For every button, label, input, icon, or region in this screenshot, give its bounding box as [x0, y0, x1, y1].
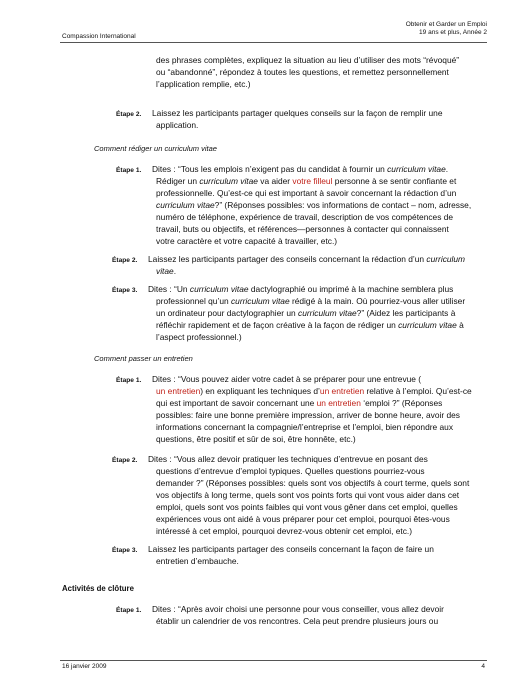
- step-label: [116, 375, 141, 387]
- text-italic: curriculum: [426, 254, 466, 264]
- intro-line-1: des phrases complètes, expliquez la situation au lieu d’utiliser des mots “révoqué”: [156, 55, 460, 65]
- text: relative à l’emploi. Qu’est-ce: [364, 386, 472, 396]
- header-title-line2: 19 ans et plus, Année 2: [419, 29, 487, 36]
- cv-step2-line-2: [156, 265, 176, 277]
- footer-rule: [60, 660, 487, 661]
- iv-step2-line-2: questions d’entrevue d’emploi typiques. Quelles questions pourriez-vous: [156, 466, 425, 476]
- step-number: 2.: [131, 257, 138, 264]
- text-highlight: entretien: [167, 386, 201, 396]
- text-italic: curriculum vitae: [199, 176, 258, 186]
- step-number: 1.: [135, 607, 142, 614]
- iv-step1-line-2: [156, 385, 472, 397]
- step-label: [112, 545, 137, 557]
- cv-step1-line-7: votre caractère et votre capacité à travailler, etc.): [156, 236, 338, 246]
- text-italic: curriculum vitae: [398, 320, 457, 330]
- cl-step1-line-1: Dites : “Après avoir choisi une personne pour vous conseiller, vous allez devoir: [152, 604, 444, 614]
- cv-step3-line-4: [156, 319, 464, 331]
- iv-step1-line-5: informations concernant la compagnie/l’entreprise et l’emploi, bien répondre aux: [156, 422, 454, 432]
- header-title: [406, 21, 487, 37]
- section-interview-heading: Comment passer un entretien: [94, 354, 193, 363]
- intro-line-2: ou “abandonné”, répondez à toutes les questions, et remettez personnellement: [156, 67, 449, 77]
- text: ?” (Aidez les participants à: [356, 308, 456, 318]
- step-label: [116, 109, 141, 121]
- intro-line-3: l’application remplie, etc.): [156, 79, 251, 89]
- text-italic: vitae: [156, 266, 174, 276]
- section-cv-heading: Comment rédiger un curriculum vitae: [94, 144, 217, 153]
- text: Dites : “Un: [148, 284, 190, 294]
- step-number: 2.: [135, 111, 142, 118]
- header-rule: [60, 42, 487, 43]
- text: Dites : “Tous les emplois n’exigent pas du candidat à fournir un: [152, 164, 388, 174]
- page-number: 4: [481, 663, 485, 670]
- header-org: Compassion International: [62, 33, 136, 40]
- iv-step2-line-6: expériences vous ont aidé à vous préparer pour cet emploi, pourquoi êtes-vous: [156, 514, 450, 524]
- header-title-line1: Obtenir et Garder un Emploi: [405, 21, 487, 28]
- text-highlight: un: [156, 386, 166, 396]
- step2a-line-1: Laissez les participants partager quelques conseils sur la façon de remplir une: [152, 108, 443, 118]
- step2a-line-2: application.: [156, 120, 199, 130]
- cv-step1-line-5: numéro de téléphone, expérience de travail, description de vos compétences de: [156, 212, 454, 222]
- step-word: Étape: [116, 111, 134, 118]
- step-word: Étape: [112, 547, 130, 554]
- text: à: [456, 320, 464, 330]
- text: qui est important de savoir concernant une: [156, 398, 317, 408]
- iv-step2-line-4: vos objectifs à long terme, quels sont vos points forts qui vont vous aider dans cet: [156, 490, 460, 500]
- iv-step3-line-1: Laissez les participants partager des conseils concernant la façon de faire un: [148, 544, 434, 554]
- text: personne à se sentir confiante et: [332, 176, 457, 186]
- cv-step1-line-3: professionnelle. Qu’est-ce qui est important à savoir concernant la rédaction d’un: [156, 188, 457, 198]
- step-word: Étape: [116, 167, 134, 174]
- cv-step3-line-1: [148, 283, 453, 295]
- step-label: [112, 455, 137, 467]
- text: .: [445, 164, 449, 174]
- text-highlight: un entretien: [319, 386, 365, 396]
- cv-step3-line-3: [156, 307, 455, 319]
- iv-step2-line-1: Dites : “Vous allez devoir pratiquer les techniques d’entrevue en posant des: [148, 454, 428, 464]
- iv-step1-line-6: questions, être positif et sûr de soi, être honnête, etc.): [156, 434, 356, 444]
- iv-step2-line-3: demander ?” (Réponses possibles: quels sont vos objectifs à court terme, quels sont: [156, 478, 470, 488]
- iv-step2-line-5: emploi, quels sont vos points faibles qui vont vous gêner dans cet emploi, quelles: [156, 502, 458, 512]
- step-number: 3.: [131, 547, 138, 554]
- section-closing-heading: Activités de clôture: [62, 584, 134, 593]
- text: Laissez les participants partager des conseils concernant la rédaction d’un: [148, 254, 427, 264]
- cv-step1-line-6: travail, buts ou objectifs, et références—personnes à contacter qui connaissent: [156, 224, 449, 234]
- step-label: [112, 255, 137, 267]
- text-italic: curriculum vitae: [230, 296, 290, 306]
- step-number: 3.: [131, 287, 138, 294]
- text: un ordinateur pour dactylographier un: [156, 308, 299, 318]
- cv-step2-line-1: [148, 253, 465, 265]
- cv-step1-line-2: [156, 175, 456, 187]
- step-label: [116, 605, 141, 617]
- cv-step1-line-1: [152, 163, 448, 175]
- text-italic: curriculum vitae: [189, 284, 249, 294]
- cv-step3-line-2: [156, 295, 465, 307]
- iv-step2-line-7: intéressé à cet emploi, pourquoi devrez-vous obtenir cet emploi, etc.): [156, 526, 413, 536]
- step-number: 1.: [135, 167, 142, 174]
- step-word: Étape: [112, 457, 130, 464]
- text: dactylographié ou imprimé à la machine semblera plus: [248, 284, 454, 294]
- step-word: Étape: [116, 377, 134, 384]
- text: ‘emploi ?” (Réponses: [360, 398, 443, 408]
- cv-step3-line-5: l’aspect professionnel.): [156, 332, 242, 342]
- text: ?” (Réponses possibles: vos informations de contact – nom, adresse,: [214, 200, 472, 210]
- text-italic: curriculum vitae: [298, 308, 357, 318]
- text: ) en expliquant les techniques d’: [200, 386, 320, 396]
- iv-step1-line-1: Dites : “Vous pouvez aider votre cadet à se préparer pour une entrevue (: [152, 374, 422, 384]
- step-word: Étape: [112, 287, 130, 294]
- text-highlight: un entretien: [316, 398, 361, 408]
- text: .: [173, 266, 177, 276]
- step-word: Étape: [116, 607, 134, 614]
- step-label: [116, 165, 141, 177]
- text-highlight: votre filleul: [292, 176, 333, 186]
- footer-date: 16 janvier 2009: [62, 663, 107, 670]
- step-number: 2.: [131, 457, 138, 464]
- iv-step1-line-3: [156, 397, 442, 409]
- step-word: Étape: [112, 257, 130, 264]
- cl-step1-line-2: établir un calendrier de vos rencontres. Cela peut prendre plusieurs jours ou: [156, 616, 439, 626]
- text: rédigé à la main. Où pourriez-vous aller utiliser: [289, 296, 466, 306]
- step-number: 1.: [135, 377, 142, 384]
- cv-step1-line-4: [156, 199, 471, 211]
- step-label: [112, 285, 137, 297]
- text: professionnel qu’un: [156, 296, 231, 306]
- iv-step1-line-4: possibles: faire une bonne première impression, arriver de bonne heure, avoir des: [156, 410, 460, 420]
- text-italic: curriculum vitae: [156, 200, 215, 210]
- iv-step3-line-2: entretien d’embauche.: [156, 556, 239, 566]
- text: va aider: [257, 176, 293, 186]
- text: Rédiger un: [156, 176, 200, 186]
- text-italic: curriculum vitae: [387, 164, 446, 174]
- text: réfléchir rapidement et de façon créative à la façon de rédiger un: [156, 320, 399, 330]
